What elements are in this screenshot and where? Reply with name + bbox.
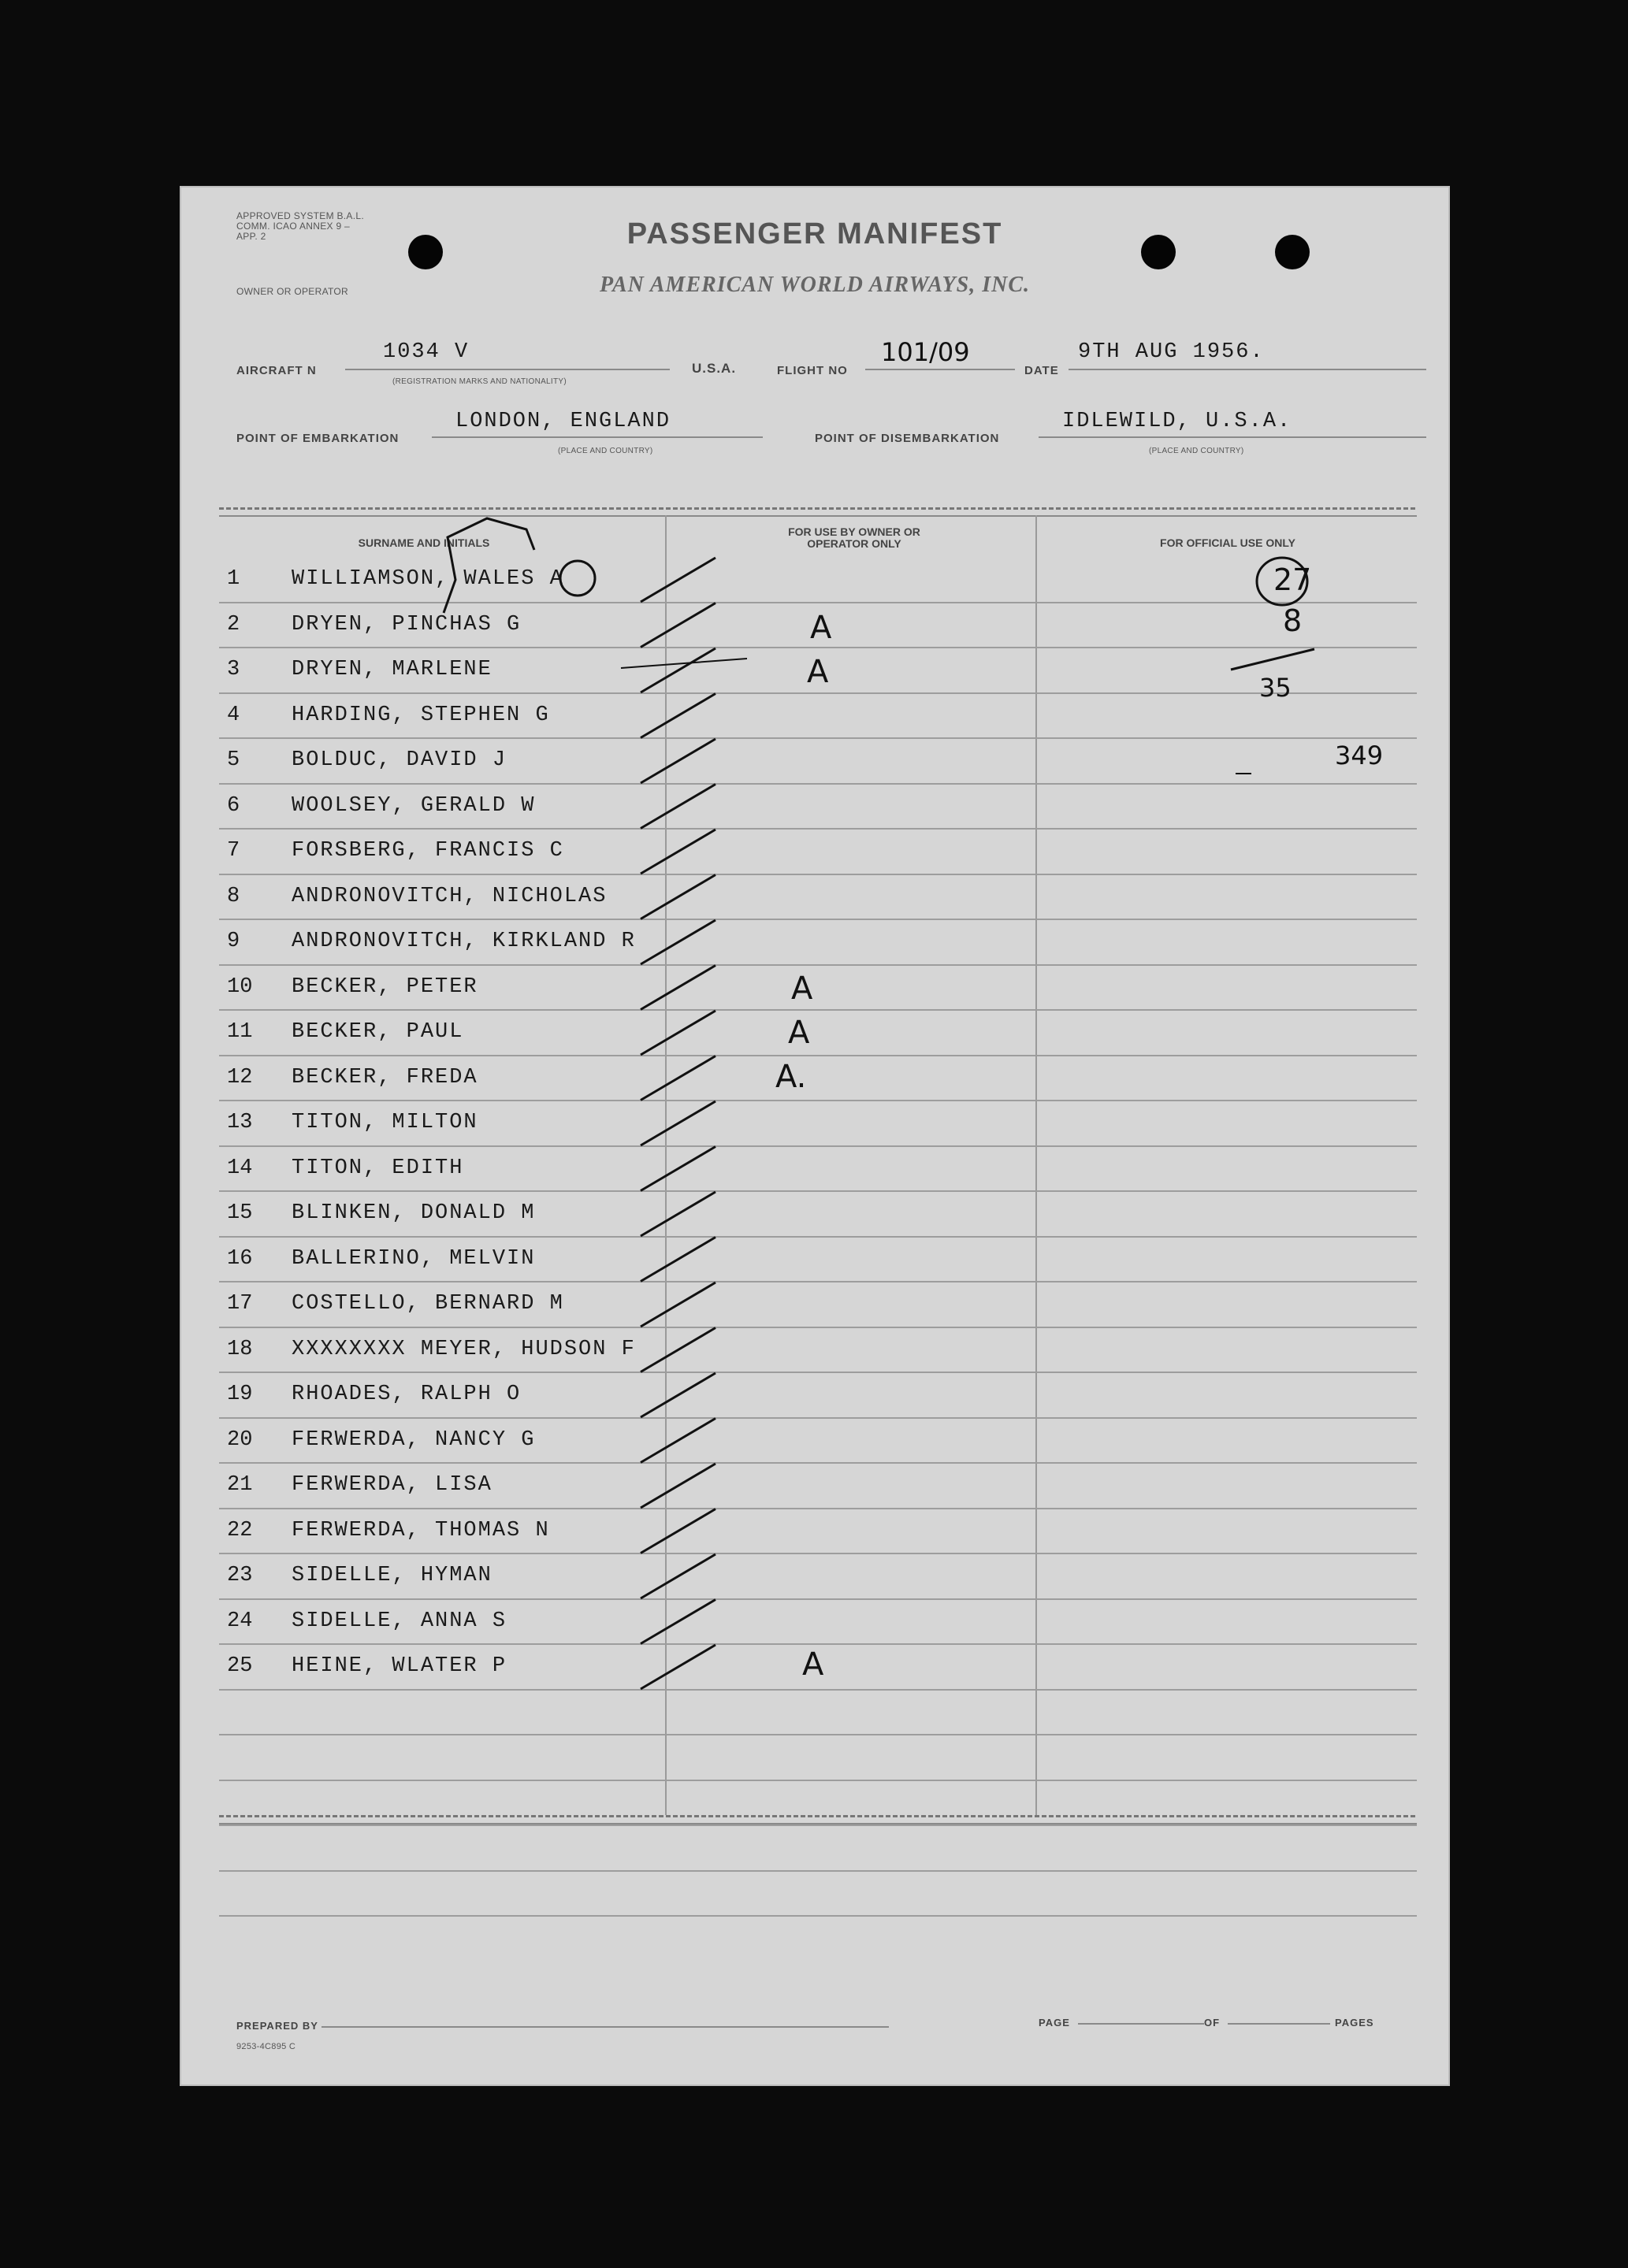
passenger-number: 21 — [227, 1473, 253, 1497]
official-tally: 35 — [1259, 673, 1292, 703]
check-slash — [641, 1600, 716, 1644]
check-slash — [641, 1328, 716, 1372]
registration-hint: (REGISTRATION MARKS AND NATIONALITY) — [392, 377, 567, 386]
check-slash — [641, 1101, 716, 1145]
column-header-owner: FOR USE BY OWNER OR OPERATOR ONLY — [788, 525, 920, 550]
passenger-name: DRYEN, PINCHAS G — [292, 613, 522, 637]
owner-mark: A — [788, 1015, 810, 1051]
passenger-number: 17 — [227, 1292, 253, 1316]
disembarkation-value: IDLEWILD, U.S.A. — [1062, 410, 1292, 433]
passenger-number: 14 — [227, 1156, 253, 1180]
check-slash — [641, 603, 716, 648]
passenger-number: 22 — [227, 1519, 253, 1542]
aircraft-label: AIRCRAFT N — [236, 364, 317, 377]
passenger-name: BOLDUC, DAVID J — [292, 748, 507, 772]
passenger-name: DRYEN, MARLENE — [292, 658, 492, 681]
column-header-official: FOR OFFICIAL USE ONLY — [1160, 536, 1295, 549]
check-slash — [641, 1282, 716, 1327]
owner-mark: A — [810, 610, 832, 646]
owner-operator-label: OWNER OR OPERATOR — [236, 286, 348, 297]
passenger-name: WOOLSEY, GERALD W — [292, 794, 536, 818]
pen-marks — [180, 186, 1450, 2086]
passenger-number: 1 — [227, 567, 240, 591]
manifest-page — [180, 186, 1450, 2086]
passenger-name: TITON, EDITH — [292, 1156, 464, 1180]
check-slash — [641, 739, 716, 783]
passenger-number: 23 — [227, 1564, 253, 1587]
passenger-name: BALLERINO, MELVIN — [292, 1247, 536, 1271]
check-slash — [641, 558, 716, 602]
passenger-number: 25 — [227, 1654, 253, 1678]
aircraft-value: 1034 V — [383, 340, 470, 364]
column-header-names: SURNAME AND INITIALS — [358, 536, 490, 549]
embarkation-value: LONDON, ENGLAND — [455, 410, 671, 433]
passenger-number: 18 — [227, 1338, 253, 1361]
place-hint: (PLACE AND COUNTRY) — [558, 447, 653, 455]
official-number: 349 — [1335, 741, 1384, 770]
passenger-number: 13 — [227, 1111, 253, 1134]
flight-value: 101/09 — [881, 337, 970, 367]
owner-mark: A — [802, 1646, 824, 1683]
passenger-name: WILLIAMSON, WALES A — [292, 567, 564, 591]
passenger-name: SIDELLE, ANNA S — [292, 1609, 507, 1633]
passenger-name: BECKER, PETER — [292, 975, 478, 999]
passenger-name: FERWERDA, NANCY G — [292, 1428, 536, 1452]
passenger-name: HEINE, WLATER P — [292, 1654, 507, 1678]
official-tally: 8 — [1283, 603, 1303, 638]
passenger-number: 6 — [227, 794, 240, 818]
passenger-number: 9 — [227, 930, 240, 953]
passenger-number: 11 — [227, 1020, 253, 1044]
date-label: DATE — [1024, 364, 1059, 377]
passenger-name: ANDRONOVITCH, NICHOLAS — [292, 885, 608, 908]
passenger-name: XXXXXXXX MEYER, HUDSON F — [292, 1338, 636, 1361]
owner-mark: A. — [775, 1059, 807, 1095]
official-tally: 27 — [1273, 562, 1312, 597]
passenger-name: RHOADES, RALPH O — [292, 1383, 522, 1406]
place-hint: (PLACE AND COUNTRY) — [1149, 447, 1244, 455]
check-slash — [641, 1011, 716, 1055]
check-slash — [641, 830, 716, 874]
nationality: U.S.A. — [692, 361, 737, 376]
passenger-number: 8 — [227, 885, 240, 908]
passenger-number: 3 — [227, 658, 240, 681]
passenger-name: FORSBERG, FRANCIS C — [292, 839, 564, 863]
form-title: PASSENGER MANIFEST — [626, 217, 1003, 251]
check-slash — [641, 1238, 716, 1282]
page-label: PAGE — [1039, 2017, 1070, 2029]
flight-label: FLIGHT NO — [777, 364, 848, 377]
passenger-name: COSTELLO, BERNARD M — [292, 1292, 564, 1316]
passenger-name: FERWERDA, THOMAS N — [292, 1519, 550, 1542]
check-slash — [641, 966, 716, 1010]
operator-name: PAN AMERICAN WORLD AIRWAYS, INC. — [599, 273, 1030, 297]
passenger-number: 2 — [227, 613, 240, 637]
check-slash — [641, 648, 716, 692]
passenger-name: SIDELLE, HYMAN — [292, 1564, 492, 1587]
form-number: 9253-4C895 C — [236, 2042, 296, 2051]
passenger-name: ANDRONOVITCH, KIRKLAND R — [292, 930, 636, 953]
of-label: OF — [1204, 2017, 1221, 2029]
check-slash — [641, 920, 716, 964]
embarkation-label: POINT OF EMBARKATION — [236, 432, 400, 445]
passenger-name: HARDING, STEPHEN G — [292, 703, 550, 727]
passenger-number: 19 — [227, 1383, 253, 1406]
passenger-name: BECKER, PAUL — [292, 1020, 464, 1044]
check-slash — [641, 1056, 716, 1101]
check-slash — [641, 1192, 716, 1236]
check-slash — [641, 1645, 716, 1689]
check-slash — [641, 1509, 716, 1553]
passenger-name: BLINKEN, DONALD M — [292, 1201, 536, 1225]
approval-stamp: APPROVED SYSTEM B.A.L. COMM. ICAO ANNEX 9 – APP. 2 — [236, 210, 364, 242]
check-slash — [641, 694, 716, 738]
passenger-number: 10 — [227, 975, 253, 999]
passenger-number: 15 — [227, 1201, 253, 1225]
owner-mark: A — [791, 971, 813, 1007]
date-value: 9TH AUG 1956. — [1078, 340, 1265, 364]
prepared-by-label: PREPARED BY — [236, 2020, 318, 2032]
passenger-number: 12 — [227, 1066, 253, 1089]
check-slash — [641, 875, 716, 919]
passenger-number: 7 — [227, 839, 240, 863]
check-slash — [641, 1419, 716, 1463]
passenger-name: FERWERDA, LISA — [292, 1473, 492, 1497]
check-slash — [641, 1554, 716, 1598]
pages-label: PAGES — [1335, 2017, 1374, 2029]
passenger-number: 4 — [227, 703, 240, 727]
owner-mark: A — [807, 654, 829, 690]
passenger-name: TITON, MILTON — [292, 1111, 478, 1134]
passenger-number: 5 — [227, 748, 240, 772]
passenger-name: BECKER, FREDA — [292, 1066, 478, 1089]
passenger-number: 24 — [227, 1609, 253, 1633]
disembarkation-label: POINT OF DISEMBARKATION — [815, 432, 1000, 445]
check-slash — [641, 785, 716, 829]
check-slash — [641, 1147, 716, 1191]
check-slash — [641, 1373, 716, 1417]
passenger-number: 16 — [227, 1247, 253, 1271]
check-slash — [641, 1464, 716, 1508]
passenger-number: 20 — [227, 1428, 253, 1452]
